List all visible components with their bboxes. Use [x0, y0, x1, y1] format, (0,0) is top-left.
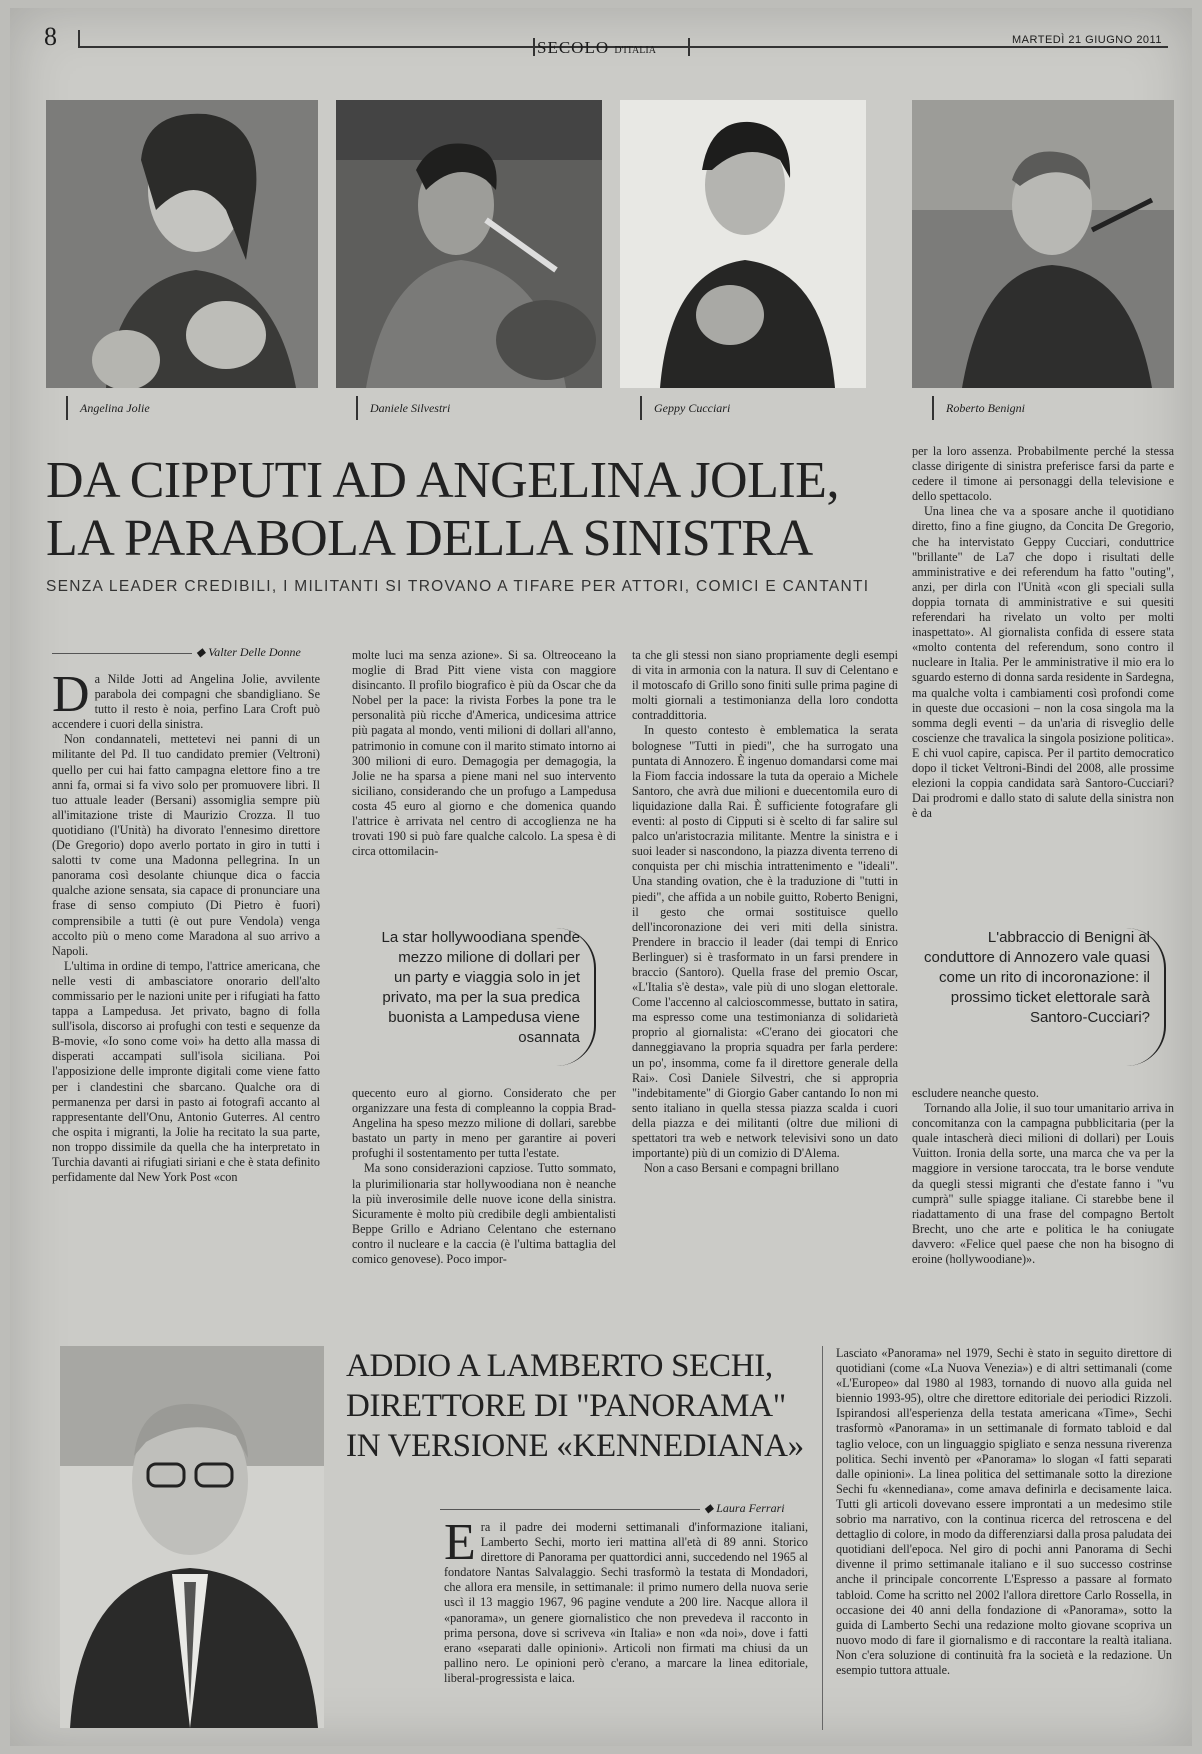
masthead-bar-right	[688, 38, 690, 56]
col2-paragraph-3: Ma sono considerazioni capziose. Tutto sommato, la plurimilionaria star hollywoodiana non è neanche la più inverosimile delle nuove icone della sinistra. Sicuramente è molto più credibile degli ambientalisti Beppe Grillo e Adriano Celentano che esternano contro il nucleare e la caccia (è l'ultima battaglia del comico genovese). Poco impor-	[352, 1161, 616, 1267]
pull-quote-1: La star hollywoodiana spende mezzo milione di dollari per un party e viaggia solo in jet privato, ma per la sua predica buonista a Lampedusa viene osannata	[380, 928, 596, 1066]
col4-paragraph-3: escludere neanche questo.	[912, 1086, 1039, 1100]
article-column-2-bottom	[352, 1086, 616, 1320]
issue-date: MARTEDÌ 21 GIUGNO 2011	[1012, 34, 1162, 46]
sechi-col1-text: ra il padre dei moderni settimanali d'informazione italiani, Lamberto Sechi, morto ieri mattina all'età di 89 anni. Storico direttore di Panorama per quattordici anni, succedendo nel 1965 al fondatore Nantas Salvalaggio. Sechi trasformò la testata di Mondadori, che allora era mensile, in settimanale: il primo numero della nuova serie uscì il 13 maggio 1967, 96 pagine vendute a 200 lire. Nacque allora il «panorama», un genere giornalistico che non prevedeva il racconto in prima persona, dove si scriveva «in Italia» e non «da noi», dove i fatti erano «separati dalle opinioni». Articoli non firmati ma chiusi da un pallino nero. Le opinioni però c'erano, a marcare la linea editoriale, liberal-progressista e laica.	[444, 1520, 808, 1685]
col2-paragraph-top: molte luci ma senza azione». Si sa. Oltreoceano la moglie di Brad Pitt viene vista con maggiore disincanto. Il profilo biografico è più da Oscar che da Nobel per la pace: la rivista Forbes la pone tra le personalità più ricche d'America, undicesima attrice più pagata al mondo, venti milioni di dollari all'anno, patrimonio in comune con il marito stimato intorno ai 300 milioni di euro. Demagogia per demagogia, la Jolie ne ha sparsa a piene mani nel suo intervento siciliano, considerando che un profugo a Lampedusa costa 45 euro al giorno e che domenica quando l'attrice è arrivata nel centro di accoglienza ne ha trovati 190 si può fare qualche calcolo. La spesa è di circa ottomilacin-	[352, 648, 616, 859]
col4-paragraph-1: per la loro assenza. Probabilmente perché la stessa classe dirigente di sinistra preferisce farsi da parte e cedere il timone ai personaggi della televisione e dello spettacolo.	[912, 444, 1174, 504]
col3-paragraph-2: In questo contesto è emblematica la serata bolognese "Tutti in piedi", che ha surrogato una puntata di Annozero. È ingenuo domandarsi come mai la Fiom faccia indossare la tuta da operaio a Michele Santoro, che avrà due milioni e duecentomila euro di liquidazione dalla Rai. È sufficiente fotografare gli eventi: al posto di Cipputi si è scelto di far salire sul palco un'aristocrazia militante. Mentre la sinistra e i suoi leader si nascondono, la piazza diventa terreno di conquista per chi mischia intrattenimento e "ideali". Una standing ovation, che è la traduzione di "tutti in piedi", che affida a un nobile guitto, Roberto Benigni, il gesto che ormai sostituisce quello dell'incoronazione dei veri miti della sinistra. Prendere in braccio il leader (dai tempi di Enrico Berlinguer) si è trasformato in un farsi prendere in braccio (Santoro). Quella frase del premio Oscar, «L'Italia s'è desta», vale più di uno slogan elettorale. Come l'accenno al calcioscommesse, buttato in satira, ma espresso come una testimonianza di solidarietà proprio al giornalista: «C'erano dei giocatori che danneggiavano la propria squadra per farla perdere: un po', insomma, come fa il direttore generale della Rai». Così Daniele Silvestri, che si appropria "indebitamente" di Giorgio Gaber cantando Io non mi sento italiano in quella stessa piazza scalda i cuori della piazza e dei militanti (oltre due milioni di spettatori tra web e network televisivi sono un dato importante) più di un comizio di D'Alema.	[632, 723, 898, 1161]
sechi-headline-line-1: ADDIO A LAMBERTO SECHI,	[346, 1348, 773, 1384]
col1-paragraph-1: a Nilde Jotti ad Angelina Jolie, avvilente parabola dei compagni che sbandigliano. Se tutto il resto è noia, perfino Lara Croft può accendere i cuori della sinistra.	[52, 672, 320, 732]
byline-rule	[52, 653, 192, 654]
col2-paragraph-2: quecento euro al giorno. Considerato che per organizzare una festa di compleanno la coppia Brad-Angelina ha speso mezzo milione di dollari, sarebbe bastato un party in meno per garantire ai poveri profughi il sostentamento per tutta l'estate.	[352, 1086, 616, 1161]
headline-line-2: LA PARABOLA DELLA SINISTRA	[46, 510, 813, 567]
caption-daniele-silvestri: Daniele Silvestri	[356, 396, 570, 420]
sechi-col2-text: Lasciato «Panorama» nel 1979, Sechi è stato in seguito direttore di quotidiani (come «La Nuova Venezia») e di altri settimanali (come «L'Europeo» dal 1980 al 1983, tornando di nuovo alla guida nel biennio 1993-95), oltre che direttore editoriale dei periodici Rizzoli. Ispirandosi all'esperienza della testata americana «Time», Sechi trasformò «Panorama» in un settimanale di formato tabloid e dal taglio veloce, con un linguaggio spigliato e senza nessuna riverenza politica. Sechi inventò per «Panorama» lo slogan «I fatti separati dalle opinioni». La linea politica del settimanale sotto la direzione Sechi fu «kennediana», come amava definirla e decisamente laica. Tutti gli articoli dovevano essere improntati a un medesimo stile sobrio ma narrativo, con la continua ricerca del retroscena e del dettaglio di colore, in modo da differenziarsi dalla prosa paludata dei quotidiani dell'epoca. Nel giro di pochi anni Panorama di Sechi divenne il primo settimanale italiano e il suo successo costrinse anche il principale concorrente L'Espresso a passare al formato tabloid. Come ha scritto nel 2002 l'allora direttore Carlo Rossella, in occasione dei 40 anni della fondazione di «Panorama», sotto la guida di Lamberto Sechi una redazione molto giovane scopriva un nuovo modo di fare il giornalismo e di raccontare la realtà italiana. Non c'era soluzione di continuità fra la società e la redazione. Un esempio tuttora attuale.	[836, 1346, 1172, 1677]
col3-paragraph-3: Non a caso Bersani e compagni brillano	[644, 1161, 839, 1176]
photo-daniele-silvestri	[336, 100, 602, 388]
masthead	[537, 38, 656, 58]
caption-angelina-jolie: Angelina Jolie	[66, 396, 280, 420]
byline: ◆ Valter Delle Donne	[196, 645, 301, 659]
photo-roberto-benigni	[912, 100, 1174, 388]
sechi-headline-line-3: IN VERSIONE «KENNEDIANA»	[346, 1428, 804, 1464]
byline-author: Valter Delle Donne	[208, 645, 301, 659]
sechi-column-1	[444, 1520, 808, 1732]
subheadline: SENZA LEADER CREDIBILI, I MILITANTI SI TROVANO A TIFARE PER ATTORI, COMICI E CANTANTI	[46, 578, 870, 595]
caption-roberto-benigni: Roberto Benigni	[932, 396, 1146, 420]
article-column-1	[52, 672, 320, 1320]
sechi-headline-line-2: DIRETTORE DI "PANORAMA"	[346, 1388, 786, 1424]
headline-line-1: DA CIPPUTI AD ANGELINA JOLIE,	[46, 452, 839, 509]
photo-geppy-cucciari	[620, 100, 866, 388]
masthead-name: SECOLO	[537, 38, 610, 57]
pull-quote-2: L'abbraccio di Benigni al conduttore di Annozero vale quasi come un rito di incoronazione: il prossimo ticket elettorale sarà Santoro-Cucciari?	[920, 928, 1166, 1066]
sechi-column-divider	[822, 1346, 823, 1730]
sechi-byline: ◆ Laura Ferrari	[704, 1501, 785, 1515]
article-column-4-top	[912, 444, 1174, 902]
col4-paragraph-4: Tornando alla Jolie, il suo tour umanitario arriva in concomitanza con la campagna pubblicitaria (per la quale intascherà dieci milioni di dollari) per Louis Vuitton. Ironia della sorte, una marca che va per la maggiore in versione taroccata, tra le borse vendute da quegli stessi migranti che d'estate fanno i "vu cumprà" sulle spiagge italiane. Ci starebbe bene il riadattamento di una frase del compagno Bertolt Brecht, uno che arte e politica le ha coniugate davvero: «Felice quel paese che non ha bisogno di eroine (hollywoodiane)».	[912, 1101, 1174, 1267]
sechi-column-2	[836, 1346, 1172, 1732]
masthead-small: D'ITALIA	[614, 45, 656, 56]
article-column-2-top	[352, 648, 616, 960]
photo-angelina-jolie	[46, 100, 318, 388]
photo-lamberto-sechi	[60, 1346, 324, 1728]
col3-paragraph-1: ta che gli stessi non siano propriamente degli esempi di vita in armonia con la natura. Il suv di Celentano e il motoscafo di Grillo sono finiti sulle prima pagine di molti giornali a testimonianza della loro condotta contraddittoria.	[632, 648, 898, 723]
sechi-headline	[346, 1346, 816, 1466]
page-number: 8	[44, 22, 57, 51]
masthead-bar-left	[533, 38, 535, 56]
sechi-byline-rule	[440, 1509, 700, 1510]
caption-geppy-cucciari: Geppy Cucciari	[640, 396, 854, 420]
dropcap: D	[52, 672, 90, 723]
article-column-4-bottom	[912, 1086, 1174, 1320]
col4-paragraph-2: Una linea che va a sposare anche il quotidiano diretto, fino a fine giugno, da Concita De Gregorio, che ha intervistato Geppy Cucciari, conduttrice "brillante" de La7 che dopo i risultati delle amministrative e dei referendum ha fatto "outing", anzi, per dirla con l'Unità «con gli speciali sulla doppia tornata di amministrative e sui quesiti referendari ha rivelato un volto per molti inaspettato». Al giornalista confida di essere stata «molto contenta del referendum, sono contro il nucleare in Italia. Per le amministrative il mio era lo sguardo esterno di donna sarda residente in Sardegna, ma qualche volta i cambiamenti così profondi come in queste due occasioni – non la cosa singola ma la somma degli eventi – da un'aria di risveglio delle coscienze che travalica la singola posizione politica». E chi vuol capire, capisca. Per il partito democratico dopo il ticket Veltroni-Bindi del 2008, alle prossime elezioni la coppia candidata sarà Santoro-Cucciari? Dai prodromi e dallo stato di salute della sinistra non è da	[912, 504, 1174, 821]
sechi-byline-author: Laura Ferrari	[716, 1501, 785, 1515]
headline	[46, 452, 926, 568]
article-column-3	[632, 648, 898, 1320]
col1-paragraph-3: L'ultima in ordine di tempo, l'attrice americana, che nelle vesti di ambasciatore onorario dell'alto commissario per le nazioni unite per i rifugiati ha fatto tappa a Lampedusa. Jet privato, bagno di folla sull'isola, discorso ai profughi con testi e sequenze da B-movie, «Io sono come voi» ha detto alla massa di disperati accampati sull'isola siciliana. Poi l'apposizione delle impronte digitali come viene fatto per i clandestini che sbarcano. Qualche ora di permanenza per darsi in pasto ai fotografi accanto al rappresentante dell'Onu, Antonio Guterres. Al centro che ospita i migranti, la Jolie ha recitato la sua parte, non troppo dissimile da quella che ha interpretato in Turchia davanti ai rifugiati siriani e che è stata definito perfidamente dal New York Post «con	[52, 958, 320, 1185]
col1-paragraph-2: Non condannateli, mettetevi nei panni di un militante del Pd. Il tuo candidato premier (Veltroni) quello per cui hai fatto campagna elettore fino a tre anni fa, ormai si fa vivo solo per promuovere libri. Il tuo attuale leader (Bersani) assomiglia sempre più all'imitazione triste di Maurizio Crozza. Il tuo quotidiano (l'Unità) ha divorato l'ennesimo direttore (De Gregorio) dopo averlo portato in giro in tutti i salotti tv come una Madonna pellegrina. In un panorama così desolante chiunque dica o faccia qualche azione sensata, sia capace di pronunciare una frase di senso compiuto (Di Pietro è fuori) comprensibile a tutti (è out pure Vendola) venga accolto più o meno come Maradona al suo arrivo a Napoli.	[52, 732, 320, 958]
sechi-dropcap: E	[444, 1520, 476, 1571]
